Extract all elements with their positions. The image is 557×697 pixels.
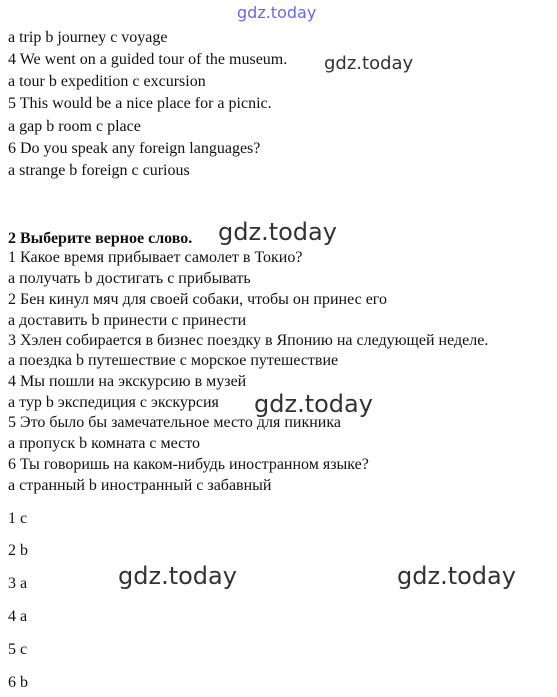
section2-line-11: 6 Ты говоришь на каком-нибудь иностранном языке? xyxy=(8,456,369,473)
answer-1: 1 c xyxy=(8,510,28,527)
section2-line-3: 2 Бен кинул мяч для своей собаки, чтобы он принес его xyxy=(8,291,387,308)
answer-6: 6 b xyxy=(8,674,28,691)
section2-line-1: 1 Какое время прибывает самолет в Токио? xyxy=(8,249,303,266)
answer-3: 3 a xyxy=(8,575,28,592)
section2-heading: 2 Выберите верное слово. xyxy=(8,230,193,247)
watermark-3: gdz.today xyxy=(218,218,337,246)
section2-line-2: a получать b достигать c прибывать xyxy=(8,270,251,287)
section2-line-6: a поездка b путешествие c морское путешествие xyxy=(8,352,339,369)
section2-line-7: 4 Мы пошли на экскурсию в музей xyxy=(8,373,247,390)
section1-line-1: a trip b journey c voyage xyxy=(8,29,168,46)
section1-line-3: a tour b expedition c excursion xyxy=(8,73,206,90)
section1-line-4: 5 This would be a nice place for a picnic. xyxy=(8,95,272,112)
section1-line-7: a strange b foreign c curious xyxy=(8,162,190,179)
section2-line-5: 3 Хэлен собирается в бизнес поездку в Японию на следующей неделе. xyxy=(8,332,489,349)
section2-line-8: a тур b экспедиция c экскурсия xyxy=(8,394,219,411)
section1-line-2: 4 We went on a guided tour of the museum. xyxy=(8,51,288,68)
watermark-4: gdz.today xyxy=(254,390,373,418)
section2-line-10: a пропуск b комната c место xyxy=(8,435,201,452)
watermark-5: gdz.today xyxy=(118,562,237,590)
section1-line-5: a gap b room c place xyxy=(8,118,141,135)
section2-line-12: a странный b иностранный c забавный xyxy=(8,477,272,494)
section1-line-6: 6 Do you speak any foreign languages? xyxy=(8,140,261,157)
answer-4: 4 a xyxy=(8,608,28,625)
watermark-2: gdz.today xyxy=(324,53,414,74)
answer-2: 2 b xyxy=(8,542,28,559)
watermark-top: gdz.today xyxy=(237,3,317,22)
answer-5: 5 c xyxy=(8,641,28,658)
section2-line-4: a доставить b принести c принести xyxy=(8,312,247,329)
section2-line-9: 5 Это было бы замечательное место для пикника xyxy=(8,414,341,431)
watermark-6: gdz.today xyxy=(397,562,516,590)
